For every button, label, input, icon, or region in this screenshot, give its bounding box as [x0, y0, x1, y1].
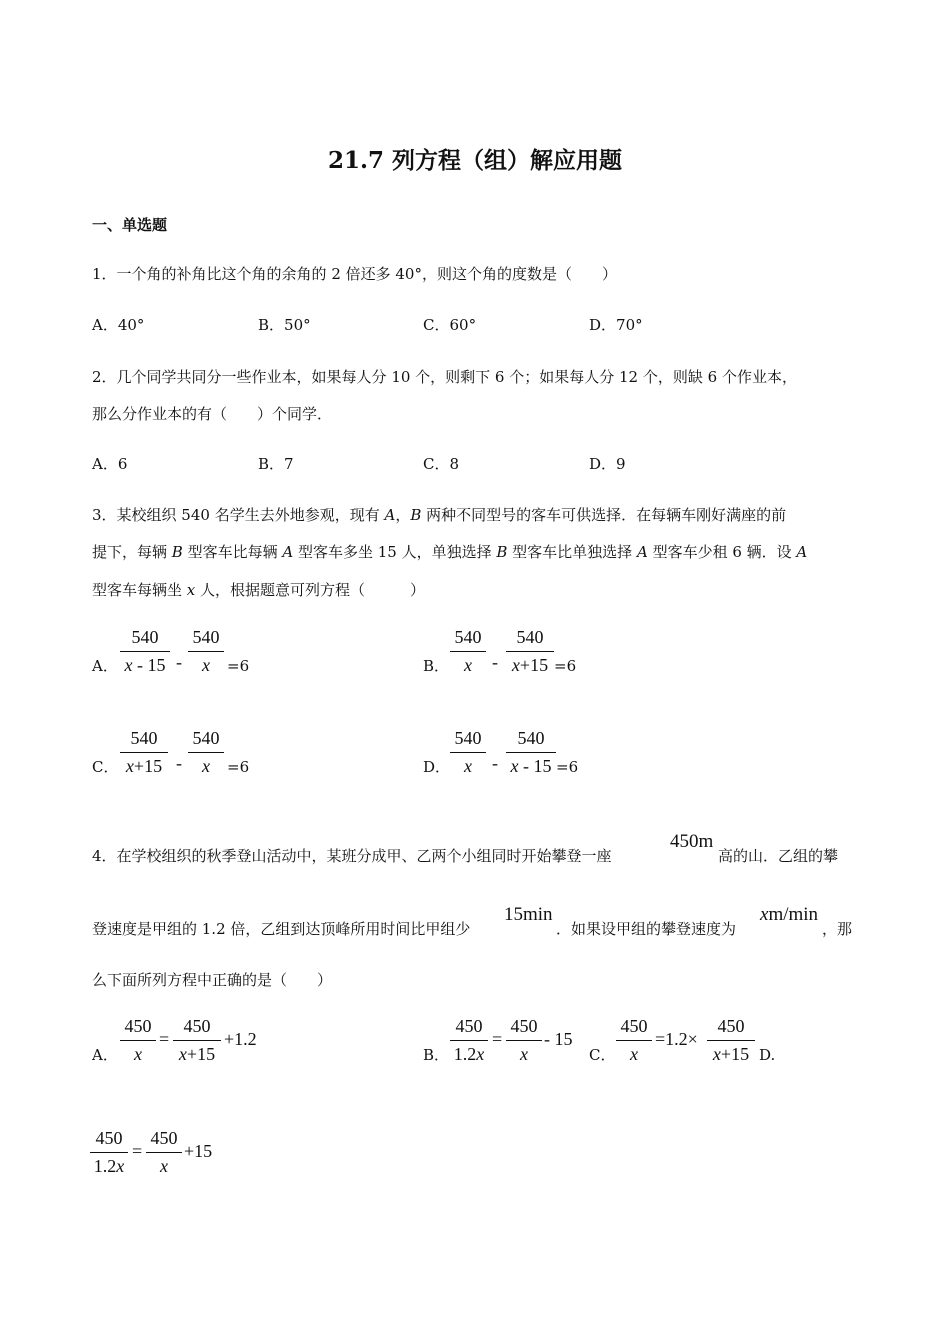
q4-d-equals: =	[132, 1141, 143, 1161]
q4-a-fraction-2: $\frac{450}{x+15}$	[173, 1016, 221, 1065]
q4-time-value: 15min	[504, 904, 553, 925]
q3-d-fraction-1: $\frac{540}{x}$	[450, 728, 486, 777]
q4-a-fraction-1: $\frac{450}{x}$	[120, 1016, 156, 1065]
q3-a-minus: -	[176, 652, 182, 672]
question-3-line-1: 3．某校组织 540 名学生去外地参观，现有 A，B 两种不同型号的客车可供选择．在每辆车刚好满座的前	[92, 506, 787, 524]
page-title: 21.7 列方程（组）解应用题	[327, 147, 623, 174]
q4-d-fraction-1: $\frac{450}{1.2x}$	[90, 1128, 128, 1177]
q4-d-fraction-2: $\frac{450}{x}$	[146, 1128, 182, 1177]
q3-option-b-label: B．	[423, 657, 450, 675]
q4-b-equals: =	[492, 1029, 503, 1049]
q3-d-equals: =6	[556, 758, 579, 776]
q3-d-minus: -	[492, 753, 498, 773]
q4-a-plus: +1.2	[224, 1029, 257, 1049]
question-3-line-2: 提下，每辆 B 型客车比每辆 A 型客车多坐 15 人，单独选择 B 型客车比单独选择 A 型客车少租 6 辆．设 A	[92, 543, 808, 561]
q4-c-fraction-1: $\frac{450}{x}$	[616, 1016, 652, 1065]
q3-c-fraction-2: $\frac{540}{x}$	[188, 728, 224, 777]
q3-option-a-label: A．	[92, 657, 118, 675]
q4-a-equals: =	[159, 1029, 170, 1049]
q4-b-fraction-1: $\frac{450}{1.2x}$	[450, 1016, 488, 1065]
q4-option-c-label: C．	[589, 1046, 616, 1064]
q1-option-a: A．40°	[92, 316, 145, 334]
q2-option-b: B．7	[258, 455, 294, 473]
q3-b-fraction-2: $\frac{540}{x+15}$	[506, 627, 554, 676]
question-4-line-2-mid: ．如果设甲组的攀登速度为	[556, 920, 737, 938]
question-2-line-1: 2．几个同学共同分一些作业本，如果每人分 10 个，则剩下 6 个；如果每人分 12 个，则缺 6 个作业本，	[92, 368, 797, 386]
q3-a-equals: =6	[227, 657, 250, 675]
q2-option-a: A．6	[92, 455, 128, 473]
question-4-line-1-end: 高的山．乙组的攀	[718, 847, 839, 865]
q1-option-d: D．70°	[589, 316, 643, 334]
question-4-line-2: 登速度是甲组的 1.2 倍，乙组到达顶峰所用时间比甲组少	[92, 920, 471, 938]
q3-c-fraction-1: $\frac{540}{x+15}$	[120, 728, 168, 777]
q4-option-d-label: D.	[759, 1046, 776, 1064]
q4-height-value: 450m	[670, 831, 714, 852]
q3-c-minus: -	[176, 753, 182, 773]
q3-a-fraction-1: $\frac{540}{x - 15}$	[120, 627, 170, 676]
section-heading: 一、单选题	[92, 216, 168, 234]
q3-option-c-label: C．	[92, 758, 119, 776]
q2-option-c: C．8	[423, 455, 460, 473]
q4-speed-value: xm/min	[760, 904, 819, 925]
q3-c-equals: =6	[227, 758, 250, 776]
q4-b-minus: - 15	[544, 1029, 573, 1049]
q4-b-fraction-2: $\frac{450}{x}$	[506, 1016, 542, 1065]
q4-option-a-label: A．	[92, 1046, 118, 1064]
q3-b-equals: =6	[554, 657, 577, 675]
question-4-line-2-end: ，那	[822, 920, 853, 938]
q3-a-fraction-2: $\frac{540}{x}$	[188, 627, 224, 676]
question-4-line-1: 4．在学校组织的秋季登山活动中，某班分成甲、乙两个小组同时开始攀登一座	[92, 847, 612, 865]
question-2-line-2: 那么分作业本的有（ ）个同学．	[92, 405, 333, 423]
question-4-line-3: 么下面所列方程中正确的是（ ）	[92, 971, 333, 989]
q3-option-d-label: D．	[423, 758, 451, 776]
q4-c-fraction-2: $\frac{450}{x+15}$	[707, 1016, 755, 1065]
question-1-text: 1．一个角的补角比这个角的余角的 2 倍还多 40°，则这个角的度数是（ ）	[92, 265, 617, 283]
q3-d-fraction-2: $\frac{540}{x - 15}$	[506, 728, 556, 777]
q4-c-times: =1.2×	[655, 1029, 698, 1049]
q1-option-c: C．60°	[423, 316, 477, 334]
q1-option-b: B．50°	[258, 316, 311, 334]
question-3-line-3: 型客车每辆坐 x 人，根据题意可列方程（ ）	[92, 581, 426, 599]
q3-b-fraction-1: $\frac{540}{x}$	[450, 627, 486, 676]
q3-b-minus: -	[492, 652, 498, 672]
q2-option-d: D．9	[589, 455, 626, 473]
q4-d-plus: +15	[184, 1141, 213, 1161]
q4-option-b-label: B．	[423, 1046, 450, 1064]
